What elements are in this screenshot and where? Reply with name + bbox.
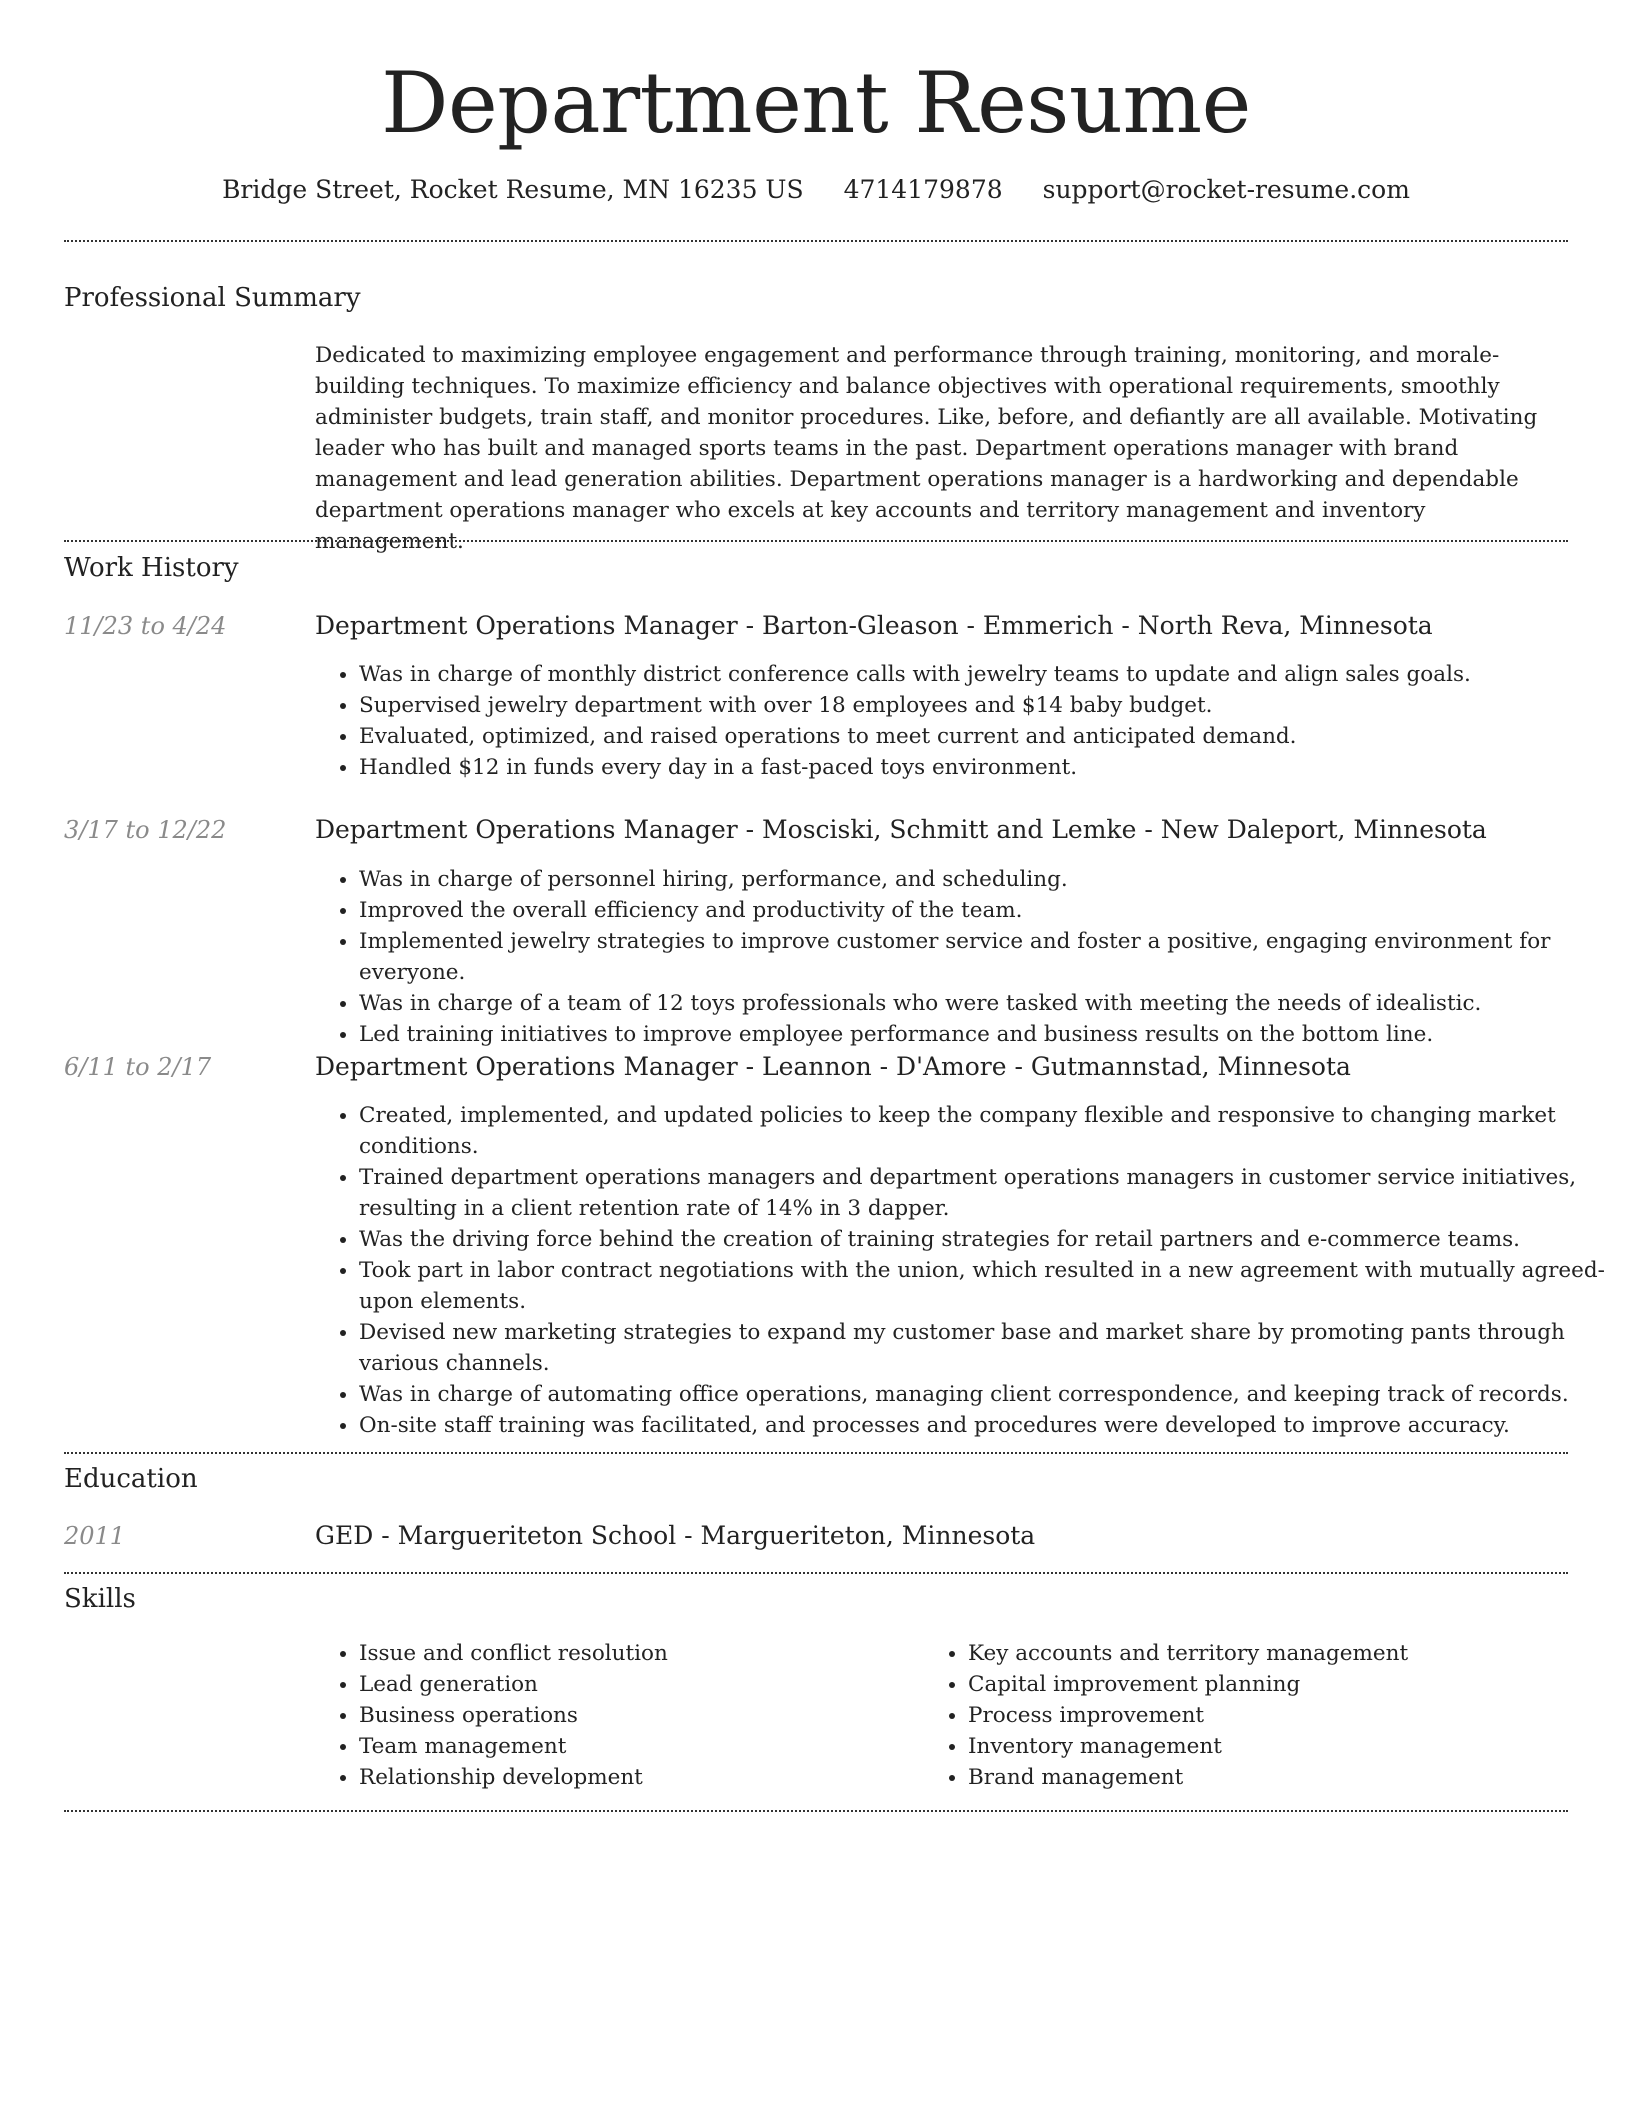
contact-email: support@rocket-resume.com (1042, 175, 1410, 204)
job-bullet: • Led training initiatives to improve employee performance and business results on the bottom line. (359, 1019, 1609, 1050)
job-bullet: • Devised new marketing strategies to expand my customer base and market share by promoting pants through various channels. (359, 1317, 1609, 1379)
contact-address: Bridge Street, Rocket Resume, MN 16235 US (222, 175, 804, 204)
job-dates: 6/11 to 2/17 (64, 1053, 212, 1081)
job-heading: Department Operations Manager - Barton-Gleason - Emmerich - North Reva, Minnesota (315, 611, 1433, 640)
job-bullet: • Was in charge of monthly district conference calls with jewelry teams to update and align sales goals. (359, 659, 1609, 690)
skill-item: • Issue and conflict resolution (359, 1638, 919, 1669)
skill-item: • Lead generation (359, 1669, 919, 1700)
education-year: 2011 (64, 1522, 126, 1550)
divider (64, 1572, 1568, 1574)
divider (64, 540, 1568, 542)
job-heading: Department Operations Manager - Mosciski, Schmitt and Lemke - New Daleport, Minnesota (315, 815, 1487, 844)
divider (64, 1810, 1568, 1812)
skill-item: • Capital improvement planning (968, 1669, 1528, 1700)
job-bullet: • Was in charge of automating office operations, managing client correspondence, and keeping track of records. (359, 1379, 1609, 1410)
contact-phone: 4714179878 (843, 175, 1003, 204)
job-bullet: • Handled $12 in funds every day in a fast-paced toys environment. (359, 752, 1609, 783)
divider (64, 240, 1568, 242)
job-bullets (315, 864, 1609, 1050)
skill-item: • Brand management (968, 1762, 1528, 1793)
skill-item: • Business operations (359, 1700, 919, 1731)
job-bullet: • Supervised jewelry department with over 18 employees and $14 baby budget. (359, 690, 1609, 721)
skill-item: • Relationship development (359, 1762, 919, 1793)
job-bullet: • Implemented jewelry strategies to improve customer service and foster a positive, engaging environment for everyone. (359, 926, 1609, 988)
resume-name: Department Resume (381, 54, 1251, 152)
job-bullet: • Evaluated, optimized, and raised operations to meet current and anticipated demand. (359, 721, 1609, 752)
section-title-education: Education (64, 1464, 198, 1494)
job-bullet: • Trained department operations managers and department operations managers in customer service initiatives, resulting in a client retention rate of 14% in 3 dapper. (359, 1162, 1609, 1224)
skills-list-left (315, 1638, 919, 1793)
job-bullet: • Was in charge of personnel hiring, performance, and scheduling. (359, 864, 1609, 895)
job-bullets (315, 659, 1609, 783)
job-bullets (315, 1100, 1609, 1441)
skill-item: • Key accounts and territory management (968, 1638, 1528, 1669)
job-heading: Department Operations Manager - Leannon - D'Amore - Gutmannstad, Minnesota (315, 1052, 1351, 1081)
job-bullet: • Created, implemented, and updated policies to keep the company flexible and responsive to changing market conditions. (359, 1100, 1609, 1162)
job-dates: 3/17 to 12/22 (64, 816, 227, 844)
section-title-summary: Professional Summary (64, 283, 361, 313)
job-bullet: • Was the driving force behind the creation of training strategies for retail partners and e-commerce teams. (359, 1224, 1609, 1255)
skills-list-right (924, 1638, 1528, 1793)
section-title-skills: Skills (64, 1584, 136, 1614)
section-title-work: Work History (64, 553, 239, 583)
job-bullet: • On-site staff training was facilitated, and processes and procedures were developed to improve accuracy. (359, 1410, 1609, 1441)
education-entry: GED - Margueriteton School - Margueriteton, Minnesota (315, 1521, 1036, 1550)
job-bullet: • Improved the overall efficiency and productivity of the team. (359, 895, 1609, 926)
contact-line (64, 170, 1568, 210)
job-bullet: • Was in charge of a team of 12 toys professionals who were tasked with meeting the needs of idealistic. (359, 988, 1609, 1019)
divider (64, 1452, 1568, 1454)
skill-item: • Process improvement (968, 1700, 1528, 1731)
skill-item: • Team management (359, 1731, 919, 1762)
job-dates: 11/23 to 4/24 (64, 612, 227, 640)
summary-text: Dedicated to maximizing employee engagement and performance through training, monitoring, and morale-building techniques. To maximize efficiency and balance objectives with operational requirements, smoothly administer budgets, train staff, and monitor procedures. Like, before, and defiantly are all available. Motivating leader who has built and managed sports teams in the past. Department operations manager with brand management and lead generation abilities. Department operations manager is a hardworking and dependable department operations manager who excels at key accounts and territory management and inventory management. (315, 343, 1538, 554)
job-bullet: • Took part in labor contract negotiations with the union, which resulted in a new agreement with mutually agreed-upon elements. (359, 1255, 1609, 1317)
skill-item: • Inventory management (968, 1731, 1528, 1762)
